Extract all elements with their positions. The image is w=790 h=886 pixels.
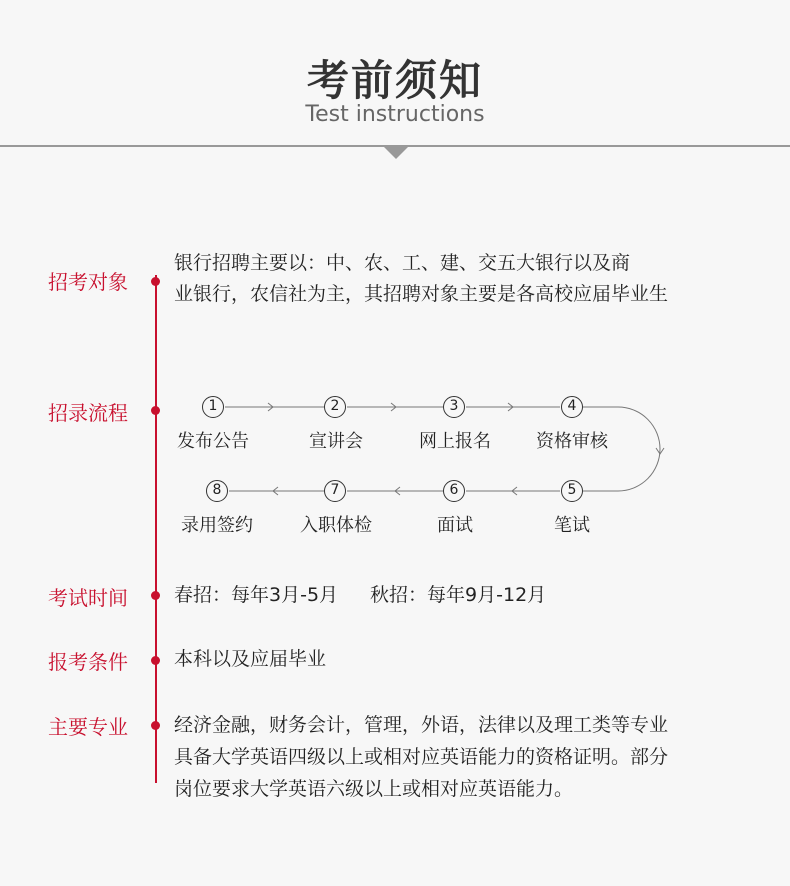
step-label-4: 资格审核 <box>536 431 608 452</box>
timeline-dot-conditions <box>151 656 160 665</box>
autumn-recruitment: 秋招：每年9月-12月 <box>370 584 547 606</box>
exam-time-text <box>174 580 546 611</box>
header <box>0 0 790 146</box>
section-label-time: 考试时间 <box>48 586 128 610</box>
page-subtitle: Test instructions <box>305 102 485 127</box>
timeline-dot-time <box>151 591 160 600</box>
step-number-4: 4 <box>561 396 583 418</box>
timeline-line <box>155 275 157 783</box>
step-number-6: 6 <box>443 480 465 502</box>
step-label-3: 网上报名 <box>419 431 491 452</box>
timeline-dot-process <box>151 406 160 415</box>
step-number-5: 5 <box>561 480 583 502</box>
arrow-down-icon <box>656 448 664 454</box>
step-label-1: 发布公告 <box>177 431 249 452</box>
section-label-process: 招录流程 <box>48 401 128 425</box>
step-label-6: 面试 <box>437 515 473 536</box>
page-title: 考前须知 <box>306 56 483 105</box>
arrow-left-icon <box>273 487 278 495</box>
down-pointer-icon <box>384 147 408 159</box>
timeline-dot-target <box>151 277 160 286</box>
target-text <box>174 248 668 310</box>
section-label-target: 招考对象 <box>48 270 128 294</box>
timeline-dot-majors <box>151 721 160 730</box>
arrow-left-icon <box>395 487 400 495</box>
arrow-right-icon <box>508 403 513 411</box>
majors-text <box>174 709 668 805</box>
step-label-8: 录用签约 <box>181 515 253 536</box>
target-line: 银行招聘主要以：中、农、工、建、交五大银行以及商 <box>174 252 631 274</box>
step-label-2: 宣讲会 <box>309 431 363 452</box>
step-number-1: 1 <box>202 396 224 418</box>
spring-recruitment: 春招：每年3月-5月 <box>174 584 339 606</box>
majors-line: 具备大学英语四级以上或相对应英语能力的资格证明。部分 <box>174 746 669 768</box>
section-label-conditions: 报考条件 <box>48 650 128 674</box>
step-number-7: 7 <box>324 480 346 502</box>
arrow-right-icon <box>268 403 273 411</box>
target-line: 业银行，农信社为主，其招聘对象主要是各高校应届毕业生 <box>174 283 669 305</box>
step-number-8: 8 <box>206 480 228 502</box>
section-label-majors: 主要专业 <box>48 715 128 739</box>
arrow-left-icon <box>512 487 517 495</box>
step-number-3: 3 <box>443 396 465 418</box>
step-label-7: 入职体检 <box>300 515 372 536</box>
arrow-right-icon <box>391 403 396 411</box>
step-label-5: 笔试 <box>554 515 590 536</box>
majors-line: 岗位要求大学英语六级以上或相对应英语能力。 <box>174 778 574 800</box>
conditions-text: 本科以及应届毕业 <box>174 648 327 670</box>
majors-line: 经济金融，财务会计，管理，外语，法律以及理工类等专业 <box>174 714 669 736</box>
step-number-2: 2 <box>324 396 346 418</box>
